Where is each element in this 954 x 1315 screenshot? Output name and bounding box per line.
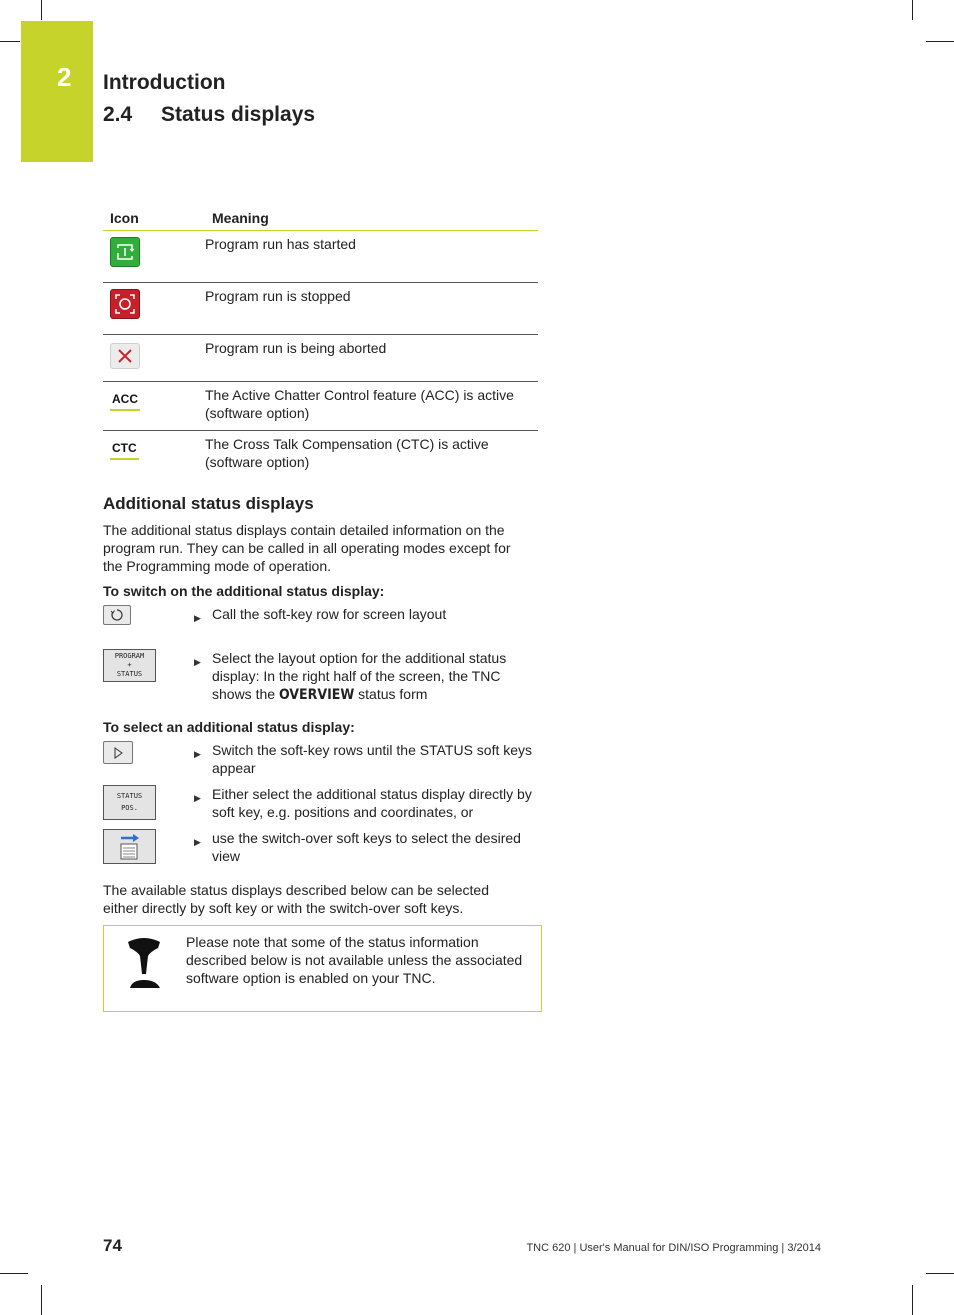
step-item xyxy=(103,605,543,635)
chapter-number: 2 xyxy=(57,62,72,92)
step-text: status form xyxy=(354,686,428,702)
ctc-icon: CTC xyxy=(110,439,139,460)
chapter-title: Introduction xyxy=(103,71,226,94)
crop-mark xyxy=(912,0,913,20)
step-item xyxy=(103,741,543,781)
softkey-line: + xyxy=(127,661,132,669)
table-cell-meaning: Program run is being aborted xyxy=(205,335,538,382)
note-box xyxy=(103,925,542,1012)
step-item xyxy=(103,829,543,869)
section-number: 2.4 xyxy=(103,103,133,126)
next-softkey-row-key[interactable] xyxy=(103,741,133,764)
section-title-text: Status displays xyxy=(161,103,316,126)
col-meaning-header: Meaning xyxy=(205,207,538,231)
step-text: Switch the soft-key rows until the STATUS soft keys appear xyxy=(212,742,533,776)
crop-mark xyxy=(41,0,42,20)
note-text: Please note that some of the status information described below is not available unless the associated software option is enabled on your TNC. xyxy=(186,934,523,986)
table-row xyxy=(103,283,538,335)
softkey-line: PROGRAM xyxy=(114,652,145,660)
crop-mark xyxy=(0,1273,28,1274)
step-text: Call the soft-key row for screen layout xyxy=(212,606,447,622)
outro-paragraph: The available status displays described below can be selected either directly by soft key or with the switch-over soft keys. xyxy=(103,882,490,916)
switch-over-softkey[interactable] xyxy=(103,829,156,864)
step-item xyxy=(103,649,543,705)
program-abort-icon xyxy=(110,343,140,369)
table-cell-meaning: The Cross Talk Compensation (CTC) is active (software option) xyxy=(205,436,489,470)
bullet-arrow-icon: ▶ xyxy=(194,793,201,803)
table-cell-meaning: The Active Chatter Control feature (ACC) is active (software option) xyxy=(205,382,538,431)
table-row xyxy=(103,431,538,480)
bullet-arrow-icon: ▶ xyxy=(194,657,201,667)
page-number: 74 xyxy=(103,1236,122,1255)
screen-layout-key[interactable] xyxy=(103,605,131,625)
table-row xyxy=(103,231,538,283)
table-row xyxy=(103,335,538,382)
step-text: use the switch-over soft keys to select the desired view xyxy=(212,830,521,864)
program-start-icon xyxy=(110,237,140,267)
bullet-arrow-icon: ▶ xyxy=(194,837,201,847)
crop-mark xyxy=(926,41,954,42)
col-icon-header: Icon xyxy=(103,207,205,231)
bullet-arrow-icon: ▶ xyxy=(194,613,201,623)
acc-icon: ACC xyxy=(110,390,140,411)
status-pos-softkey[interactable] xyxy=(103,785,156,820)
step-text: Select the layout option for the additional status display: In the right half of the screen, the TNC shows the xyxy=(212,650,507,702)
step-item xyxy=(103,785,543,825)
program-status-softkey[interactable] xyxy=(103,649,156,682)
crop-mark xyxy=(41,1285,42,1315)
bullet-arrow-icon: ▶ xyxy=(194,749,201,759)
section-title xyxy=(103,103,315,127)
crop-mark xyxy=(926,1273,954,1274)
select-heading: To select an additional status display: xyxy=(103,719,355,735)
note-tool-icon xyxy=(124,936,164,995)
table-cell-meaning: Program run is stopped xyxy=(205,283,538,335)
overview-label: OVERVIEW xyxy=(278,687,355,703)
crop-mark xyxy=(912,1285,913,1315)
softkey-line: STATUS xyxy=(116,670,143,678)
table-cell-meaning: Program run has started xyxy=(205,231,538,283)
program-stop-icon xyxy=(110,289,140,319)
softkey-line: POS. xyxy=(121,804,138,812)
icon-table xyxy=(103,207,538,479)
subsection-heading: Additional status displays xyxy=(103,494,314,513)
footer-doc-info: TNC 620 | User's Manual for DIN/ISO Programming | 3/2014 xyxy=(526,1242,821,1254)
step-text: Either select the additional status display directly by soft key, e.g. positions and coordinates, or xyxy=(212,786,532,820)
crop-mark xyxy=(0,41,20,42)
table-row xyxy=(103,382,538,431)
intro-paragraph: The additional status displays contain detailed information on the program run. They can be called in all operating modes except for the Programming mode of operation. xyxy=(103,522,511,574)
softkey-line: STATUS xyxy=(116,792,143,800)
table-header-row xyxy=(103,207,538,231)
switch-on-heading: To switch on the additional status display: xyxy=(103,583,385,599)
